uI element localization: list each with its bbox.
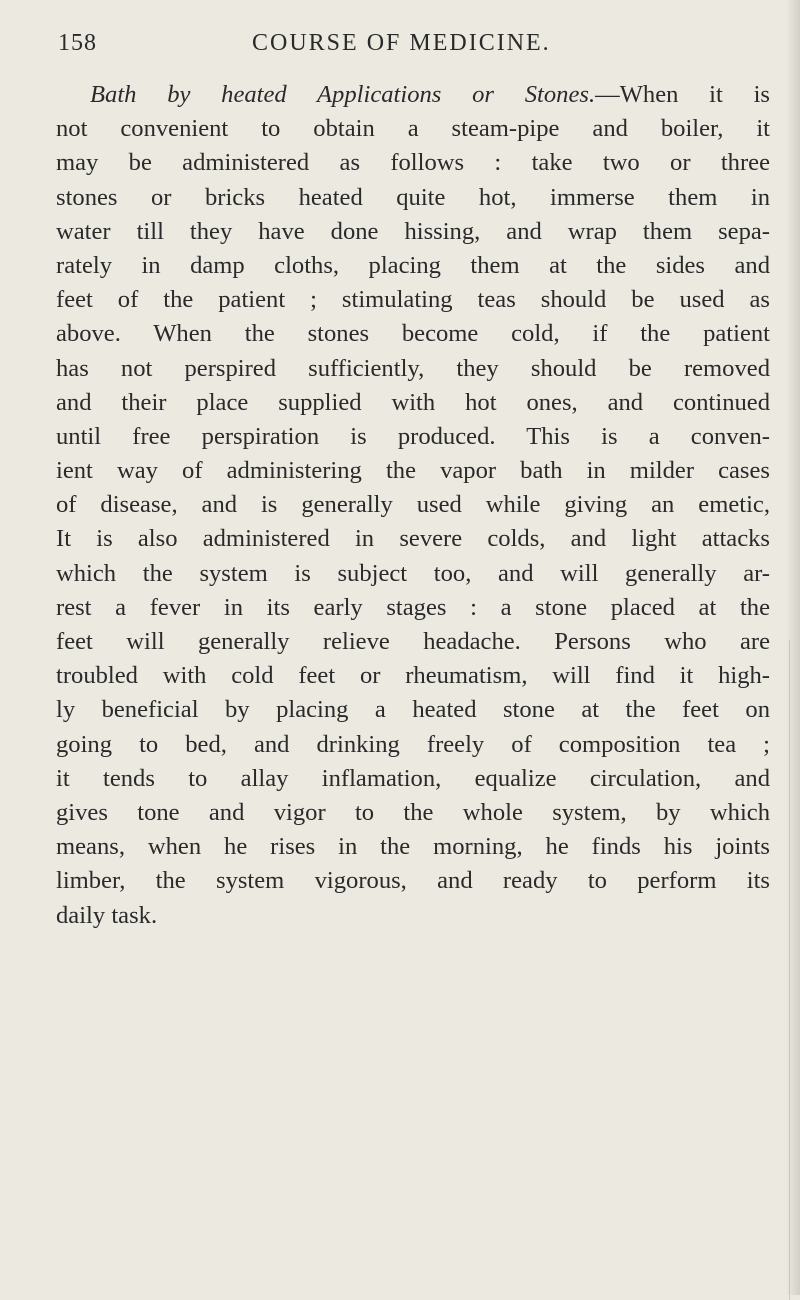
text-line: ly beneficial by placing a heated stone at the feet on bbox=[56, 696, 770, 724]
text-line: has not perspired sufficiently, they should be removed bbox=[56, 354, 770, 382]
text-line: until free perspiration is produced. This is a conven- bbox=[56, 422, 770, 450]
text-line: ient way of administering the vapor bath in milder cases bbox=[56, 457, 770, 485]
text-line: daily task. bbox=[56, 901, 158, 929]
text-line: feet of the patient ; stimulating teas should be used as bbox=[56, 286, 770, 314]
text-line bbox=[56, 78, 770, 112]
text-line: of disease, and is generally used while giving an emetic, bbox=[56, 491, 770, 519]
text-line: going to bed, and drinking freely of composition tea ; bbox=[56, 730, 770, 758]
text-line: limber, the system vigorous, and ready to perform its bbox=[56, 867, 770, 895]
running-head bbox=[58, 30, 770, 70]
text-line: stones or bricks heated quite hot, immerse them in bbox=[56, 183, 770, 211]
page-number: 158 bbox=[58, 30, 97, 56]
text-line: It is also administered in severe colds, and light attacks bbox=[56, 525, 770, 553]
section-heading: Bath by heated Applications or Stones. bbox=[90, 81, 596, 108]
text-line: above. When the stones become cold, if the patient bbox=[56, 320, 770, 348]
text-line-fragment: —When it is bbox=[595, 81, 770, 108]
running-title: COURSE OF MEDICINE. bbox=[252, 30, 551, 56]
text-line: it tends to allay inflamation, equalize circulation, and bbox=[56, 764, 770, 792]
text-line: not convenient to obtain a steam-pipe and boiler, it bbox=[56, 115, 770, 143]
text-line: troubled with cold feet or rheumatism, will find it high- bbox=[56, 662, 770, 690]
text-line: rest a fever in its early stages : a stone placed at the bbox=[56, 593, 770, 621]
body-paragraph bbox=[56, 78, 770, 933]
page-edge-line bbox=[789, 640, 790, 1300]
text-line: which the system is subject too, and will generally ar- bbox=[56, 559, 770, 587]
text-line: gives tone and vigor to the whole system, by which bbox=[56, 798, 770, 826]
text-line: rately in damp cloths, placing them at the sides and bbox=[56, 251, 770, 279]
text-line: may be administered as follows : take two or three bbox=[56, 149, 770, 177]
text-line: water till they have done hissing, and wrap them sepa- bbox=[56, 217, 770, 245]
text-line: and their place supplied with hot ones, and continued bbox=[56, 388, 770, 416]
text-line: means, when he rises in the morning, he finds his joints bbox=[56, 833, 770, 861]
text-line: feet will generally relieve headache. Persons who are bbox=[56, 628, 770, 655]
